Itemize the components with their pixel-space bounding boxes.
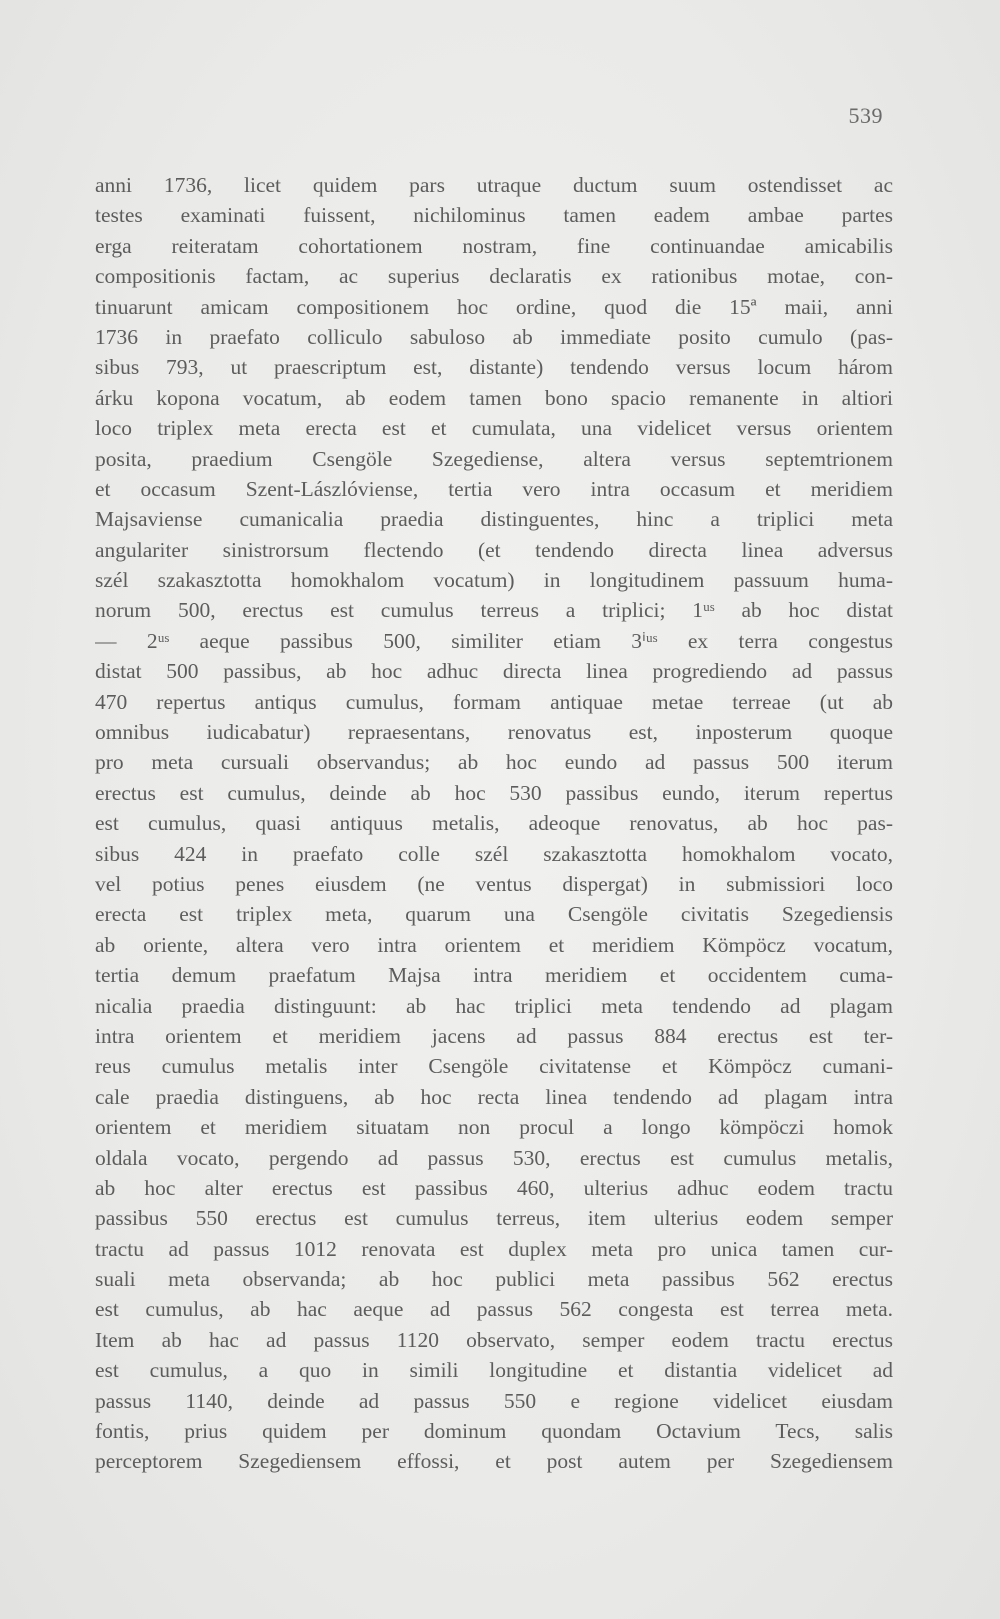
text-line: Majsaviense cumanicalia praedia distinguentes, hinc a triplici meta (95, 507, 893, 532)
text-line: passibus 550 erectus est cumulus terreus, item ulterius eodem semper (95, 1206, 893, 1231)
text-line: 470 repertus antiqus cumulus, formam antiquae metae terreae (ut ab (95, 689, 893, 714)
text-line: est cumulus, ab hac aeque ad passus 562 congesta est terrea meta. (95, 1297, 893, 1322)
text-line: angulariter sinistrorsum flectendo (et tendendo directa linea adversus (95, 537, 893, 562)
text-line: anni 1736, licet quidem pars utraque ductum suum ostendisset ac (95, 173, 893, 197)
text-line: oldala vocato, pergendo ad passus 530, erectus est cumulus metalis, (95, 1145, 893, 1170)
text-line: tractu ad passus 1012 renovata est duplex meta pro unica tamen cur- (95, 1236, 893, 1261)
text-line: ab hoc alter erectus est passibus 460, ulterius adhuc eodem tractu (95, 1175, 893, 1200)
text-line: posita, praedium Csengöle Szegediense, altera versus septemtrionem (95, 446, 893, 471)
text-line: loco triplex meta erecta est et cumulata, una videlicet versus orientem (95, 416, 893, 441)
text-line: cale praedia distinguens, ab hoc recta linea tendendo ad plagam intra (95, 1084, 893, 1109)
text-line: pro meta cursuali observandus; ab hoc eundo ad passus 500 iterum (95, 750, 893, 775)
text-line: perceptorem Szegediensem effossi, et post autem per Szegediensem (95, 1449, 893, 1474)
text-line: et occasum Szent-Lászlóviense, tertia vero intra occasum et meridiem (95, 476, 893, 501)
text-line: sibus 793, ut praescriptum est, distante) tendendo versus locum három (95, 355, 893, 380)
text-line: vel potius penes eiusdem (ne ventus dispergat) in submissiori loco (95, 871, 893, 896)
text-line: passus 1140, deinde ad passus 550 e regione videlicet eiusdam (95, 1388, 893, 1413)
text-line: orientem et meridiem situatam non procul a longo kömpöczi homok (95, 1115, 893, 1140)
text-line: nicalia praedia distinguunt: ab hac triplici meta tendendo ad plagam (95, 993, 893, 1018)
text-line: compositionis factam, ac superius declaratis ex rationibus motae, con- (95, 264, 893, 289)
body-text (95, 170, 893, 1477)
text-line: norum 500, erectus est cumulus terreus a triplici; 1ᵘˢ ab hoc distat (95, 598, 893, 623)
text-line: ab oriente, altera vero intra orientem et meridiem Kömpöcz vocatum, (95, 932, 893, 957)
text-line: sibus 424 in praefato colle szél szakasztotta homokhalom vocato, (95, 841, 893, 866)
text-line: 1736 in praefato colliculo sabuloso ab immediate posito cumulo (pas- (95, 324, 893, 349)
text-line: erga reiteratam cohortationem nostram, fine continuandae amicabilis (95, 233, 893, 258)
text-line: szél szakasztotta homokhalom vocatum) in longitudinem passuum huma- (95, 568, 893, 593)
text-line: Item ab hac ad passus 1120 observato, semper eodem tractu erectus (95, 1327, 893, 1352)
text-line: suali meta observanda; ab hoc publici meta passibus 562 erectus (95, 1267, 893, 1292)
text-line: distat 500 passibus, ab hoc adhuc directa linea progrediendo ad passus (95, 659, 893, 684)
text-line: tinuarunt amicam compositionem hoc ordine, quod die 15ª maii, anni (95, 294, 893, 319)
text-line: fontis, prius quidem per dominum quondam Octavium Tecs, salis (95, 1419, 893, 1444)
text-line: est cumulus, quasi antiquus metalis, adeoque renovatus, ab hoc pas- (95, 811, 893, 836)
text-line: omnibus iudicabatur) repraesentans, renovatus est, inposterum quoque (95, 720, 893, 745)
text-line: tertia demum praefatum Majsa intra meridiem et occidentem cuma- (95, 963, 893, 988)
page-number: 539 (848, 103, 883, 128)
text-line: est cumulus, a quo in simili longitudine et distantia videlicet ad (95, 1358, 893, 1383)
text-line: intra orientem et meridiem jacens ad passus 884 erectus est ter- (95, 1023, 893, 1048)
text-line: reus cumulus metalis inter Csengöle civitatense et Kömpöcz cumani- (95, 1054, 893, 1079)
text-line: erectus est cumulus, deinde ab hoc 530 passibus eundo, iterum repertus (95, 780, 893, 805)
text-line: erecta est triplex meta, quarum una Csengöle civitatis Szegediensis (95, 902, 893, 927)
text-line: — 2ᵘˢ aeque passibus 500, similiter etiam 3ⁱᵘˢ ex terra congestus (95, 628, 893, 653)
text-line: testes examinati fuissent, nichilominus tamen eadem ambae partes (95, 203, 893, 228)
text-line: árku kopona vocatum, ab eodem tamen bono spacio remanente in altiori (95, 385, 893, 410)
